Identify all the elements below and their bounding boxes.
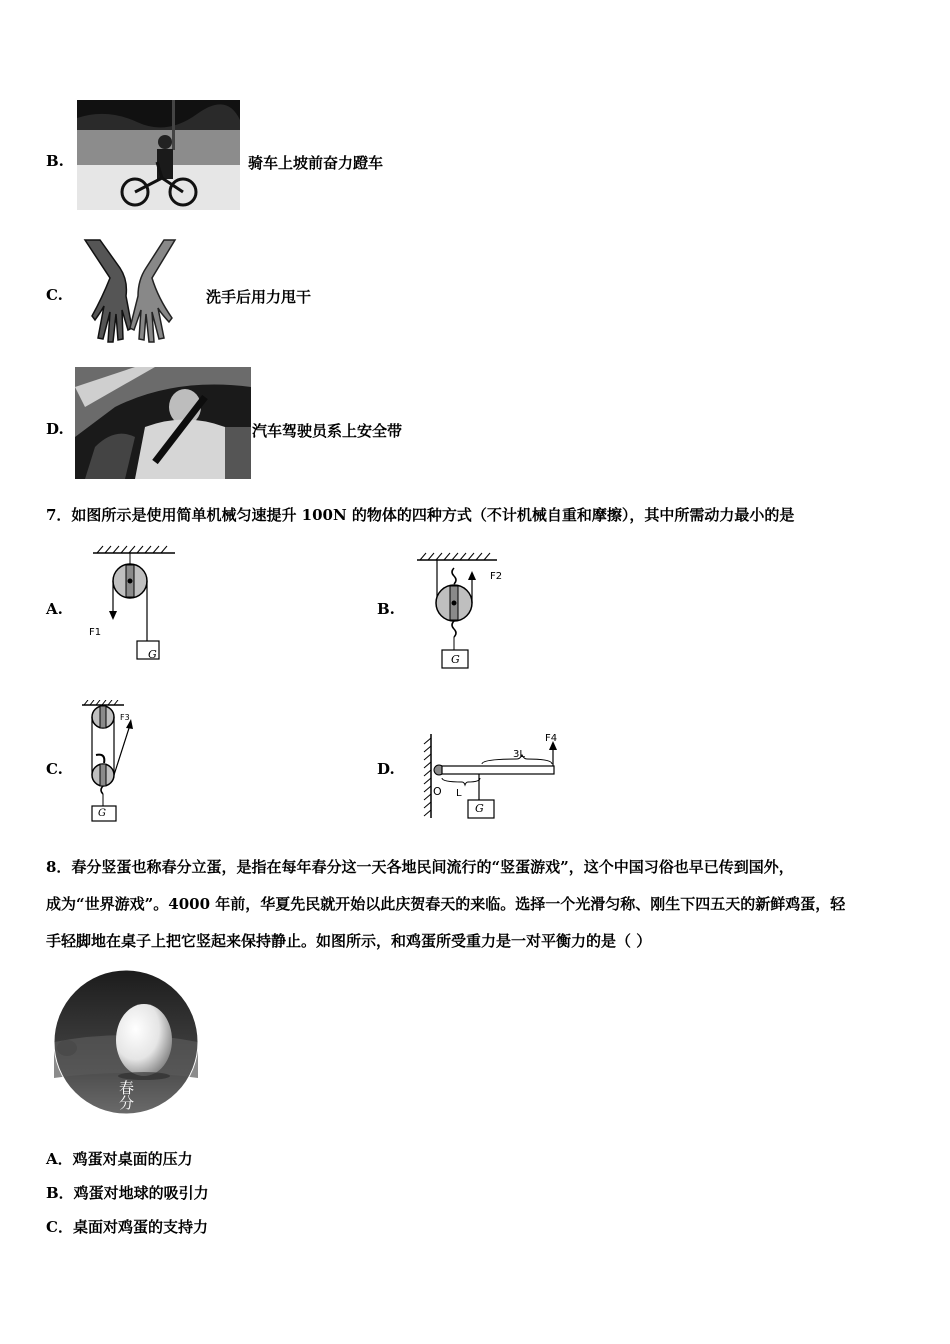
option-c-letter: C. [46, 286, 63, 304]
cyclist-photo [77, 100, 240, 210]
option-d-caption: 汽车驾驶员系上安全带 [252, 422, 403, 440]
q7-weight-c-label: G [98, 808, 106, 819]
q7-weight-a-label: G [148, 648, 157, 661]
q8-choice-c: C．桌面对鸡蛋的支持力 [46, 1218, 208, 1236]
option-b-caption: 骑车上坡前奋力蹬车 [248, 154, 384, 172]
option-d-letter: D. [46, 420, 64, 438]
q7-text: 7．如图所示是使用简单机械匀速提升 100N 的物体的四种方式（不计机械自重和摩擦），其中所需动力最小的是 [46, 506, 795, 524]
fixed-pulley-diagram [85, 545, 185, 670]
option-b-letter: B. [46, 152, 64, 170]
q7-force-f1-label: F1 [89, 627, 102, 638]
q8-line-1: 8．春分竖蛋也称春分立蛋，是指在每年春分这一天各地民间流行的“竖蛋游戏”，这个中国习俗也早已传到国外， [46, 858, 794, 876]
q7-option-c-letter: C. [46, 760, 63, 778]
q7-option-d-letter: D. [377, 760, 395, 778]
q8-choice-b: B．鸡蛋对地球的吸引力 [46, 1184, 209, 1202]
q8-line-2: 成为“世界游戏”。4000 年前，华夏先民就开始以此庆贺春天的来临。选择一个光滑匀称、刚生下四五天的新鲜鸡蛋，轻 [46, 895, 846, 913]
q7-weight-d-label: G [475, 802, 484, 815]
q7-option-a-letter: A. [46, 600, 63, 618]
q7-pivot-label: O [433, 785, 442, 798]
lever-diagram [412, 728, 562, 823]
option-c-caption: 洗手后用力甩干 [206, 288, 312, 306]
egg-photo-label: 春分 [117, 1080, 135, 1110]
q7-long-arm-label: 3L [513, 749, 525, 760]
q7-weight-b-label: G [451, 653, 460, 666]
q7-short-arm-label: L [456, 788, 462, 799]
pulley-block-diagram [78, 700, 158, 825]
q8-choice-a: A．鸡蛋对桌面的压力 [46, 1150, 193, 1168]
hands-photo [80, 238, 205, 348]
q7-force-f4-label: F4 [545, 733, 558, 744]
movable-pulley-diagram [412, 550, 512, 675]
q7-force-f2-label: F2 [490, 571, 503, 582]
q7-option-b-letter: B. [377, 600, 395, 618]
seatbelt-photo [75, 367, 251, 479]
q8-line-3: 手轻脚地在桌子上把它竖起来保持静止。如图所示，和鸡蛋所受重力是一对平衡力的是（ ） [46, 932, 652, 950]
q7-force-f3-label: F3 [120, 713, 130, 722]
